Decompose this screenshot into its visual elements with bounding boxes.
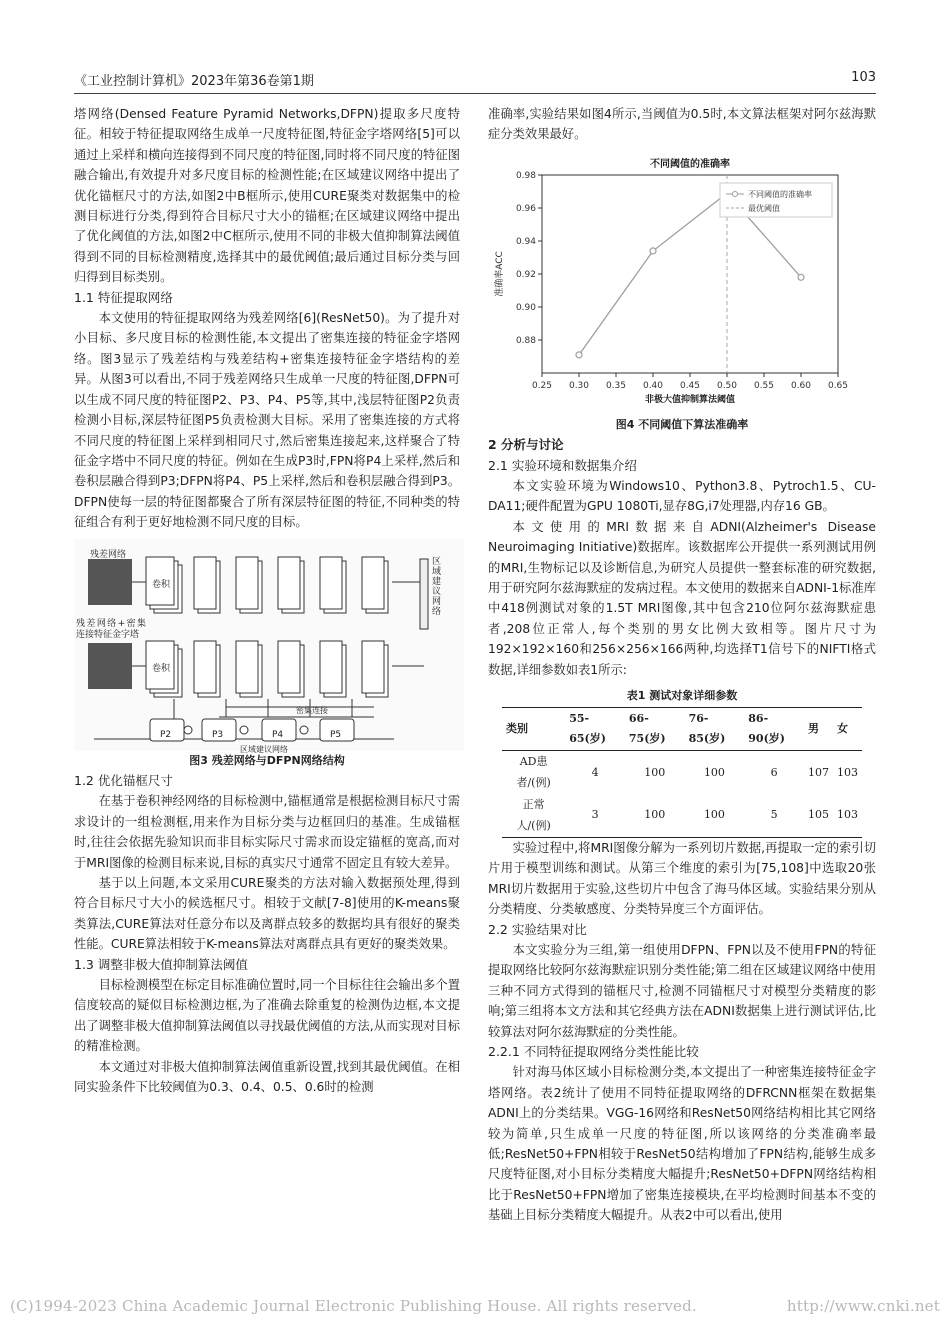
x-tick-label: 0.30 xyxy=(568,380,590,391)
table-cell: 4 xyxy=(591,765,599,779)
left-column xyxy=(74,104,460,1097)
fig3-p3: P3 xyxy=(212,729,224,740)
x-tick-label: 0.65 xyxy=(827,380,849,391)
x-tick-label: 0.25 xyxy=(531,380,553,391)
section-2-1-paragraph-a: 本文实验环境为Windows10、Python3.8、Pytroch1.5、CU-DA11;硬件配置为GPU 1080Ti,显存8G,i7处理器,内存16 GB。 xyxy=(488,479,876,514)
x-tick-label: 0.40 xyxy=(642,380,664,391)
x-tick-label: 0.60 xyxy=(790,380,812,391)
fig3-label-top: 残差网络 xyxy=(90,549,127,560)
table-row xyxy=(502,751,862,794)
section-2-2-1-paragraph: 针对海马体区域小目标检测分类,本文提出了一种密集连接特征金字塔网络。表2统计了使用不同特征提取网络的DFRCNN框架在数据集ADNI上的分类结果。VGG-16网络和ResNet50网络结构相比其它网络较为简单,只生成单一尺度的特征图,所以该网络的分类准确率最低;ResNet50+FPN相较于ResNet50结构增加了FPN结构,能够生成多尺度特征图,对小目标分类精度大幅提升;ResNet50+DFPN网络结构相比于ResNet50+FPN增加了密集连接模块,在平均检测时间基本不变的基础上目标分类精度大幅提升。从表2中可以看出,使用 xyxy=(488,1065,876,1223)
section-2-2-heading: 2.2 实验结果对比 xyxy=(488,921,587,937)
section-1-3-heading: 1.3 调整非极大值抑制算法阈值 xyxy=(74,956,248,972)
cnki-url: http://www.cnki.net xyxy=(786,1297,940,1315)
right-intro-paragraph: 准确率,实验结果如图4所示,当阈值为0.5时,本文算法框架对阿尔兹海默症分类效果最好。 xyxy=(488,107,876,142)
chart-title: 不同阈值的准确率 xyxy=(650,158,730,170)
fig3-p2: P2 xyxy=(160,729,172,740)
section-1-3-paragraph-b: 本文通过对非极大值抑制算法阈值重新设置,找到其最优阈值。在相同实验条件下比较阈值为0.3、0.4、0.5、0.6时的检测 xyxy=(74,1059,460,1095)
section-1-2-heading: 1.2 优化锚框尺寸 xyxy=(74,772,173,788)
table-1-header: 55-65(岁) xyxy=(565,707,625,751)
section-2-2-1-heading: 2.2.1 不同特征提取网络分类性能比较 xyxy=(488,1044,699,1059)
fig3-dense-label: 密集连接 xyxy=(296,705,328,715)
table-1-header: 男 xyxy=(804,707,833,751)
x-tick-label: 0.35 xyxy=(605,380,627,391)
section-2-1-paragraph-c: 实验过程中,将MRI图像分解为一系列切片数据,再提取一定的索引切片用于模型训练和测试。从第三个维度的索引为[75,108]中选取20张MRI切片数据用于实验,这些切片中包含了海马体区域。实验结果分别从分类精度、分类敏感度、分类特异度三个方面评估。 xyxy=(488,840,876,917)
fig3-p4: P4 xyxy=(272,729,284,740)
section-1-1-paragraph: 本文使用的特征提取网络为残差网络[6](ResNet50)。为了提升对小目标、多尺度目标的检测性能,本文提出了密集连接的特征金字塔网络。图3显示了残差结构与残差结构+密集连接特征金字塔结构的差异。从图3可以看出,不同于残差网络只生成单一尺度的特征图,DFPN可以生成不同尺度的特征图P2、P3、P4、P5等,其中,浅层特征图P2负责检测小目标,深层特征图P5负责检测大目标。采用了密集连接的方式将不同尺度的特征图上采样到相同尺寸,然后密集连接起来,这样聚合了特征金字塔中不同尺度的特征。例如在生成P3时,FPN将P4上采样,然后和卷积层融合得到P3;DFPN将P4、P5上采样,然后和卷积层融合得到P3。DFPN使每一层的特征图都聚合了所有深层特征图的特征,不同种类的特征组合有利于更好地检测不同尺度的目标。 xyxy=(74,311,460,530)
table-row xyxy=(502,794,862,837)
section-1-2-paragraph-a: 在基于卷积神经网络的目标检测中,锚框通常是根据检测目标尺寸需求设计的一组检测框,用来作为目标分类与边框回归的基准。生成锚框时,往往会依据先验知识而非目标实际尺寸需求而设定锚框的宽高,而对于MRI图像的检测目标来说,目标的真实尺寸通常不固定且有较大差异。 xyxy=(74,794,460,870)
table-cell: 正常人/(例) xyxy=(502,794,565,837)
table-cell: 100 xyxy=(625,794,685,837)
table-cell: 103 xyxy=(833,794,862,837)
mri-thumb-bottom xyxy=(88,643,132,689)
y-tick-label: 0.96 xyxy=(515,203,536,214)
data-point xyxy=(576,352,582,358)
figure-3-caption: 图3 残差网络与DFPN网络结构 xyxy=(189,753,345,767)
section-2-1-paragraph-b: 本文使用的MRI数据来自ADNI(Alzheimer's Disease Neuroimaging Initiative)数据库。该数据库公开提供一系列测试用例的MRI,生物标记以及诊断信息,为研究人员提供一整套标准的研究数据,用于研究阿尔兹海默症的发病过程。本文使用的数据来自ADNI-1标准库中418例测试对象的1.5T MRI图像,其中包含210位阿尔兹海默症患者,208位正常人,每个类别的男女比例大致相等。图片尺寸为192×192×160和256×256×166两种,均选择T1信号下的NIFTI格式数据,详细参数如表1所示: xyxy=(488,519,876,677)
journal-header: 《工业控制计算机》2023年第36卷第1期 xyxy=(74,74,314,89)
table-1-header: 66-75(岁) xyxy=(625,707,685,751)
x-tick-label: 0.55 xyxy=(753,380,775,391)
table-cell: 6 xyxy=(770,765,778,779)
y-tick-label: 0.88 xyxy=(515,335,536,346)
table-1-header: 86-90(岁) xyxy=(744,707,804,751)
copyright-footer xyxy=(10,1297,940,1315)
table-cell: 100 xyxy=(685,794,745,837)
fig3-p5: P5 xyxy=(330,729,342,740)
header-rule xyxy=(74,93,876,94)
intro-paragraph: 塔网络(Densed Feature Pyramid Networks,DFPN)提取多尺度特征。相较于特征提取网络生成单一尺度特征图,特征金字塔网络[5]可以通过上采样和横向连接得到不同尺度的特征图,同时将不同尺度的特征图融合输出,有效提升对多尺度目标的检测性能;在区域建议网络中提出了优化锚框尺寸的方法,如图2中B框所示,使用CURE聚类对数据集中的检测目标进行分类,得到符合目标尺寸大小的锚框;在区域建议网络中提出了优化阈值的方法,如图2中C框所示,使用不同的非极大值抑制算法阈值得到不同的目标检测精度,选择其中的最优阈值;最后通过目标分类与回归得到目标类别。 xyxy=(74,107,460,285)
copyright-text: (C)1994-2023 China Academic Journal Electronic Publishing House. All rights reserved. xyxy=(10,1297,697,1315)
y-tick-label: 0.90 xyxy=(515,302,536,313)
legend-optimal-label: 最优阈值 xyxy=(748,203,780,213)
y-axis-label: 准确率ACC xyxy=(495,251,505,297)
section-1-2-paragraph-b: 基于以上问题,本文采用CURE聚类的方法对输入数据预处理,得到符合目标尺寸大小的候选框尺寸。相较于文献[7-8]使用的K-means聚类算法,CURE算法对任意分布以及离群点较多的数据均具有很好的聚类性能。CURE算法相较于K-means算法对离群点具有更好的聚类效果。 xyxy=(74,875,460,952)
table-cell: 107 xyxy=(807,765,829,779)
table-1-header: 类别 xyxy=(502,707,565,751)
table-cell: 3 xyxy=(565,794,625,837)
table-1-header: 女 xyxy=(833,707,862,751)
section-2-heading: 2 分析与讨论 xyxy=(488,437,564,453)
y-tick-label: 0.98 xyxy=(515,170,536,181)
table-cell: 5 xyxy=(744,794,804,837)
table-1-header: 76-85(岁) xyxy=(685,707,745,751)
section-2-2-paragraph: 本文实验分为三组,第一组使用DFPN、FPN以及不使用FPN的特征提取网络比较阿尔兹海默症识别分类性能;第二组在区域建议网络中使用三种不同方式得到的锚框尺寸,检测不同锚框尺寸对模型分类精度的影响;第三组将本文方法和其它经典方法在ADNI数据集上进行测试评估,比较算法对阿尔兹海默症的分类性能。 xyxy=(488,942,876,1039)
figure-4-chart xyxy=(488,145,876,415)
x-axis-label: 非极大值抑制算法阈值 xyxy=(644,394,736,405)
section-1-3-paragraph-a: 目标检测模型在标定目标准确位置时,同一个目标往往会输出多个置信度较高的疑似目标检测边框,为了准确去除重复的检测伪边框,本文提出了调整非极大值抑制算法阈值以寻找最优阈值的方法,从而实现对目标的精准检测。 xyxy=(74,978,460,1054)
data-point xyxy=(798,274,804,280)
figure-3-diagram xyxy=(74,539,464,754)
fig3-conv-bottom: 卷积 xyxy=(152,663,171,674)
table-1-caption: 表1 测试对象详细参数 xyxy=(626,689,738,703)
table-cell: 100 xyxy=(703,765,725,779)
table-1 xyxy=(502,707,862,838)
y-tick-label: 0.92 xyxy=(515,269,536,280)
table-cell: 105 xyxy=(804,794,833,837)
fig3-rpn-label: 区域建议网络 xyxy=(240,744,288,754)
table-1-header-row xyxy=(502,707,862,751)
legend-series-label: 不同阈值的准确率 xyxy=(748,189,812,199)
figure-4-caption: 图4 不同阈值下算法准确率 xyxy=(615,417,749,431)
table-cell: 103 xyxy=(836,765,858,779)
x-tick-label: 0.45 xyxy=(679,380,701,391)
x-tick-label: 0.50 xyxy=(716,380,738,391)
section-2-1-heading: 2.1 实验环境和数据集介绍 xyxy=(488,457,637,473)
table-cell: 100 xyxy=(644,765,666,779)
figure-4-svg xyxy=(488,145,876,415)
fig3-conv-top: 卷积 xyxy=(152,579,171,590)
mri-thumb-top xyxy=(88,559,132,605)
table-cell: AD患者/(例) xyxy=(516,755,551,789)
figure-3-svg xyxy=(74,539,464,751)
section-1-1-heading: 1.1 特征提取网络 xyxy=(74,289,173,305)
data-point xyxy=(650,248,656,254)
fig3-side-label: 区域建议网络 xyxy=(432,556,442,617)
y-tick-label: 0.94 xyxy=(515,236,536,247)
right-column xyxy=(488,104,876,1226)
fig3-label-bottom: 残差网络+密集连接特征金字塔 xyxy=(76,618,146,640)
page-number: 103 xyxy=(851,70,876,85)
legend-series-marker xyxy=(733,191,738,196)
